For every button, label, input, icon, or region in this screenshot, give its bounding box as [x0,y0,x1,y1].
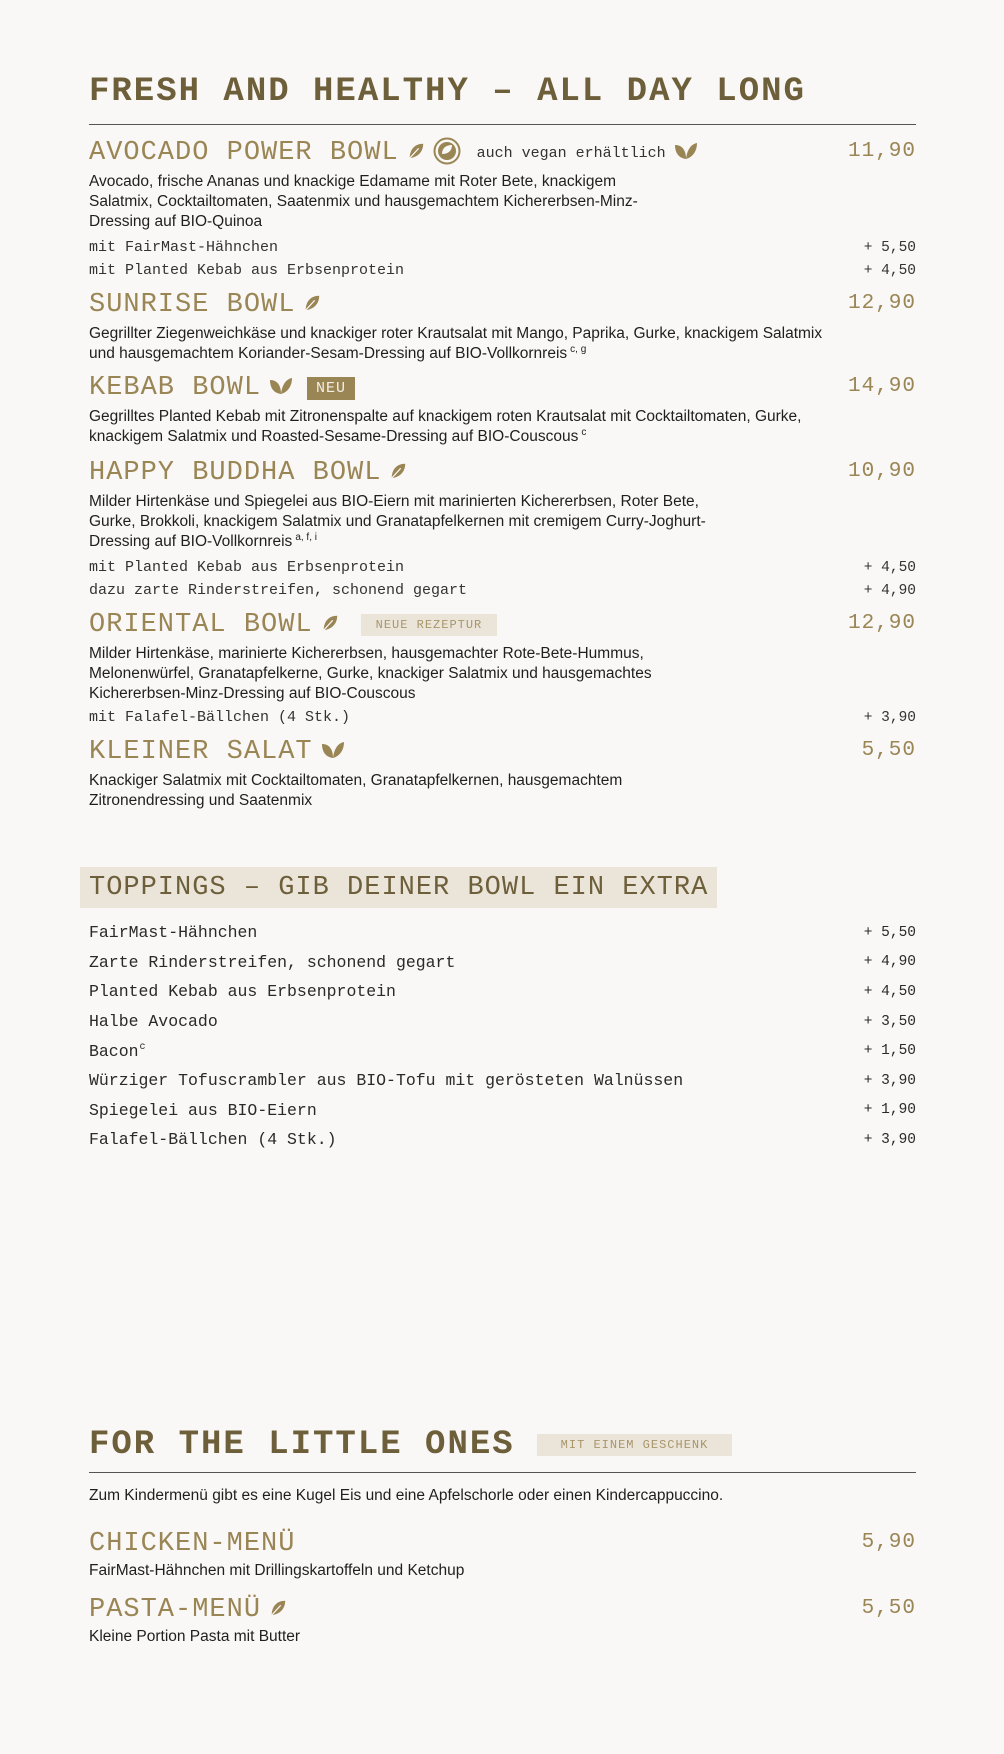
double-leaf-icon [674,141,698,166]
item-name: SUNRISE BOWL [89,290,296,320]
menu-item-happy-buddha-bowl [89,456,916,602]
toppings-section [89,867,916,1155]
topping-row: Halbe Avocado + 3,50 [89,1012,916,1032]
menu-item-oriental-bowl [89,608,916,729]
topping-row: Planted Kebab aus Erbsenprotein + 4,50 [89,982,916,1002]
item-name: KLEINER SALAT [89,737,313,767]
item-price: 5,50 [861,739,916,762]
leaf-icon [389,462,407,485]
new-badge: NEU [307,377,355,400]
vegan-note: auch vegan erhältlich [476,144,666,162]
item-name: KEBAB BOWL [89,373,262,403]
topping-row: Würziger Tofuscrambler aus BIO-Tofu mit gerösteten Walnüssen + 3,90 [89,1071,916,1091]
toppings-title-box [80,867,717,908]
topping-row: Bacon$^c$ + 1,50 [89,1041,916,1061]
item-name: HAPPY BUDDHA BOWL [89,458,382,488]
section-divider [89,1472,916,1473]
item-description: Kleine Portion Pasta mit Butter [89,1628,301,1645]
leaf-icon [269,1599,287,1622]
allergen-codes: c [581,426,587,438]
fresh-section [89,75,916,125]
topping-row: Falafel-Bällchen (4 Stk.) + 3,90 [89,1130,916,1150]
item-price: 11,90 [847,140,916,163]
item-price: 12,90 [847,292,916,315]
item-description: Milder Hirtenkäse und Spiegelei aus BIO-Eiern mit marinierten Kichererbsen, Roter Bete, Gurke, Brokkoli, knackigem Salatmix und Granatapfelkernen mit cremigem Curry-Joghurt-Dressing auf BIO-Vollkornreis $^{a, f, i}$ [89,493,706,550]
menu-item-sunrise-bowl [89,288,916,364]
new-recipe-badge: NEUE REZEPTUR [361,614,498,636]
item-price: 14,90 [847,375,916,398]
item-description: FairMast-Hähnchen mit Drillingskartoffeln und Ketchup [89,1562,465,1579]
item-name: CHICKEN-MENÜ [89,1529,296,1559]
allergen-codes: c [139,1042,146,1054]
item-option: mit Planted Kebab aus Erbsenprotein + 4,50 [89,559,916,576]
menu-item-kebab-bowl [89,371,916,447]
item-description: Gegrilltes Planted Kebab mit Zitronenspalte auf knackigem roten Krautsalat mit Cocktailtomaten, Gurke, knackigem Salatmix und Roasted-Sesame-Dressing auf BIO-Couscous $^c$ [89,408,802,445]
allergen-codes: c, g [570,343,587,355]
item-price: 10,90 [847,460,916,483]
menu-item-pasta-menu [89,1593,916,1647]
double-leaf-icon [321,740,345,765]
leaf-icon [321,614,339,637]
item-description: Gegrillter Ziegenweichkäse und knackiger roter Krautsalat mit Mango, Paprika, Gurke, knackigem Salatmix und hausgemachtem Koriander-Sesam-Dressing auf BIO-Vollkornreis $^{c, g}$ [89,325,823,362]
section-title-toppings: TOPPINGS – GIB DEINER BOWL EIN EXTRA [89,873,709,903]
double-leaf-icon [269,376,293,401]
toppings-list [89,918,916,1155]
item-price: 5,50 [861,1597,916,1620]
section-title-kids: FOR THE LITTLE ONES [89,1426,515,1464]
item-name: AVOCADO POWER BOWL [89,138,399,168]
item-name: ORIENTAL BOWL [89,610,313,640]
vegan-seal-icon [433,137,461,170]
leaf-icon [407,142,425,165]
menu-item-avocado-power-bowl [89,136,916,282]
section-divider [89,124,916,125]
item-description: Milder Hirtenkäse, marinierte Kichererbsen, hausgemachter Rote-Bete-Hummus, Melonenwürfel, Granatapfelkerne, Gurke, knackiger Salatmix und hausgemachtes Kichererbsen-Minz-Dressing auf BIO-Couscous [89,645,652,702]
allergen-codes: a, f, i [295,531,317,543]
item-description: Avocado, frische Ananas und knackige Edamame mit Roter Bete, knackigem Salatmix, Cocktailtomaten, Saatenmix und hausgemachtem Kichererbsen-Minz-Dressing auf BIO-Quinoa [89,173,638,230]
item-option: mit Planted Kebab aus Erbsenprotein + 4,50 [89,262,916,279]
menu-item-chicken-menu [89,1527,916,1581]
kids-intro: Zum Kindermenü gibt es eine Kugel Eis und eine Apfelschorle oder einen Kindercappuccino. [89,1487,724,1504]
item-option: dazu zarte Rinderstreifen, schonend gegart + 4,90 [89,582,916,599]
topping-row: Spiegelei aus BIO-Eiern + 1,90 [89,1100,916,1120]
item-description: Knackiger Salatmix mit Cocktailtomaten, Granatapfelkernen, hausgemachtem Zitronendressing und Saatenmix [89,772,623,809]
item-option: mit FairMast-Hähnchen + 5,50 [89,239,916,256]
item-price: 5,90 [861,1531,916,1554]
section-title-fresh: FRESH AND HEALTHY – ALL DAY LONG [89,73,806,111]
item-name: PASTA-MENÜ [89,1595,262,1625]
menu-item-kleiner-salat [89,735,916,811]
topping-row: FairMast-Hähnchen + 5,50 [89,923,916,943]
kids-section [89,1428,916,1506]
leaf-icon [303,294,321,317]
gift-badge: MIT EINEM GESCHENK [537,1434,733,1456]
item-price: 12,90 [847,612,916,635]
item-option: mit Falafel-Bällchen (4 Stk.) + 3,90 [89,709,916,726]
topping-row: Zarte Rinderstreifen, schonend gegart + 4,90 [89,952,916,972]
